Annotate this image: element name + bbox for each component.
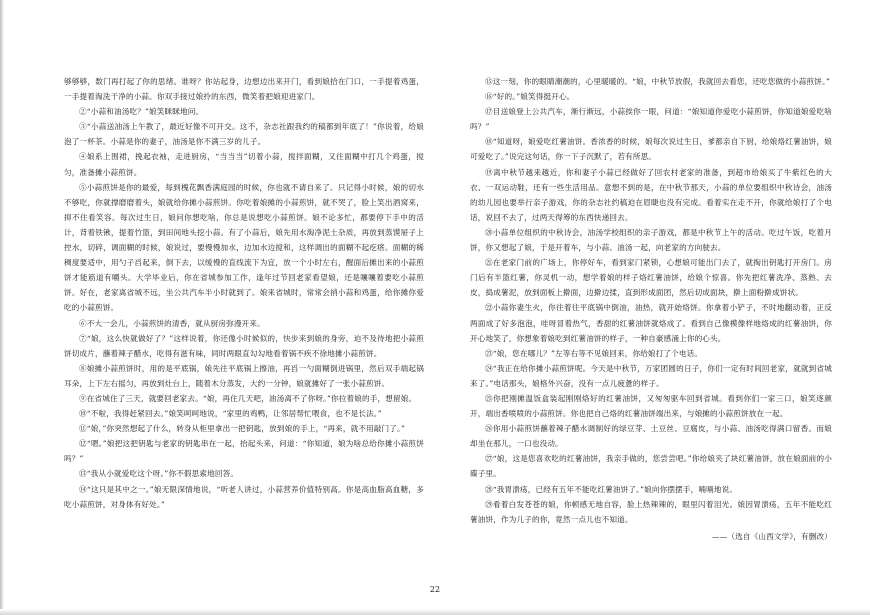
paragraph: ⑭“这只是其中之一。”娘无限深情地说，“听老人讲过，小蒜营养价值特别高。你是高血脂高血糖，多吃小蒜煎饼，对身体有好处。”: [64, 484, 424, 509]
paragraph: ④娘系上围裙，挽起衣袖，走进厨房，“当当当”切着小蒜，搅拌面糊，又往面糊中打几个鸡蛋，搅匀，准备摊小蒜煎饼。: [64, 152, 424, 177]
paragraph: ㉓“娘，您在哪儿？”左等右等不见娘回来，你给娘打了个电话。: [485, 348, 703, 358]
paragraph: ㉔“我正在给你摊小蒜煎饼呢。今天是中秋节，万家团圆的日子，你们一定有时间回老家，就就到省城来了。”电话那头，娘格外兴奋，没有一点儿疲惫的样子。: [470, 363, 832, 388]
paragraph: ㉗“娘，这是您喜欢吃的红薯油饼，我亲手做的，您尝尝吧。”你给娘夹了块红薯油饼，放在娘面前的小碟子里。: [470, 454, 832, 479]
paragraph: ⑦“娘，这么快就做好了？”这样说着，你还像小时候似的，快步来到娘的身旁，迫不及待地把小蒜煎饼切成片，蘸着辣子醋水，吃得有滋有味，同时两眼直勾勾地看着锅不疾不徐地摊小蒜煎饼。: [64, 333, 424, 358]
paragraph: ⑲离中秋节越来越近，你和妻子小蒜已经做好了回农村老家的准备，到超市给娘买了牛紫红色的大衣、一双运动鞋，还有一些生活用品。意想不到的是，在中秋节那天，小蒜的单位要组织中秋诗会，油汤的幼儿园也要举行亲子游戏，你的杂志社约稿迫在眉睫也没有完成。看着实在走不开，你就给娘打了个电话，说回不去了，过两天得筹的东西快递回去。: [470, 167, 832, 222]
paragraph: ⑬“我从小就爱吃这个呀。”你不假思索地回答。: [79, 469, 239, 479]
source-note: ——（选自《山西文学》，有删改）: [711, 531, 832, 541]
paragraph: ⑯“好的。”娘笑得挺开心。: [485, 92, 575, 102]
paragraph: ⑧娘摊小蒜煎饼时，用的是平底锅，娘先往平底锅上擦油，再舀一勺面糊倒进锅里，然后双手端起锅耳朵，上下左右摇匀，再放到灶台上，随着木分蒸发，大约一分钟，娘就摊好了一张小蒜煎饼。: [64, 363, 424, 388]
paragraph: ⑰目送娘登上公共汽车，渐行渐远，小蒜挨你一眼，问道：“娘知道你爱吃小蒜煎饼，你知道娘爱吃啥吗？”: [470, 107, 832, 132]
paragraph: ⑥不大一会儿，小蒜煎饼的清香，就从厨房弥漫开来。: [79, 318, 265, 328]
paragraph: ③“小蒜送油汤上午教了，最近好像不可开交。这不，杂志社跟我约的稿都到年底了！”你说着，给娘泡了一杯茶。小蒜是你的妻子，油汤是你不满三岁的儿子。: [64, 122, 424, 147]
paragraph: ⑪“娘，”你突然想起了什么，转身从柜里拿出一把钥匙，放到娘的手上，“再来，就不用敲门了。”: [79, 424, 406, 434]
paragraph: ㉑在老家门前的广场上，你停好车，看到家门紧锁，心想娘可能出门去了，就掏出钥匙打开房门。房门后有半篮红薯，你灵机一动，想学着娘的样子烙红薯油饼，给娘个惊喜。你先把红薯洗净、蒸熟、去皮，捣成薯泥，放到面板上擀面，边擀边揉，直到形成面团，然后切成面块，擀上面粉擀成饼状。: [470, 258, 832, 298]
paragraph: ⑱“知道呀，娘爱吃红薯油饼。香浓香的时候，娘每次说过生日，爹都亲自下厨，给娘烙红薯油饼，娘可爱吃了。”说完这句话，你一下子沉默了，若有所思。: [470, 137, 832, 162]
paragraph: ⑨在省城住了三天，就要回老家去。“娘，再住几天吧，油汤离不了你呀。”你拉着娘的手，想留娘。: [79, 393, 417, 403]
left-column: [64, 74, 424, 512]
paragraph: ㉙看着白发苍苍的娘，你顿感无地自容，脸上热辣辣的，眼里闪着泪光。娘因胃溃疡，五年不能吃红薯油饼，作为儿子的你，竟然一点儿也不知道。: [470, 499, 832, 524]
paragraph: ⑫“嗯。”娘把这把钥匙与老家的钥匙串在一起，抬起头来，问道：“你知道，娘为啥总给你摊小蒜煎饼吗？”: [64, 439, 424, 464]
page-shadow-left: [0, 0, 4, 615]
right-column: [470, 74, 832, 544]
page-number: 22: [429, 585, 441, 594]
paragraph: ⑳小蒜单位组织的中秋诗会，油汤学校组织的亲子游戏，都是中秋节上午的活动。吃过午饭，吃着月饼，你又想起了娘，于是开着车，与小蒜、油汤一起，向老家的方向驶去。: [470, 227, 832, 253]
page-shadow-bottom: [0, 609, 870, 615]
paragraph: ⑩“不啦，我得赶紧回去。”娘笑呵呵地说，“家里的鸡鸭，让邻居帮忙喂食，也不是长法。”: [79, 409, 382, 419]
paragraph: ②“小蒜和油汤吃？”娘笑眯眯地问。: [79, 107, 204, 117]
paragraph: ⑤小蒜煎饼是你的最爱，每到槐花飘香满庭园的时候，你也就不请自来了。只记得小时候，娘的切水不够吃，你就撑磨磨着头，娘就给你摊小蒜煎饼。你吃着娘摊的小蒜煎饼，就不哭了，脸上笑出酒窝来，抑不住看笑容。每次过生日，娘问你想吃啥，你总是说想吃小蒜煎饼。娘不论多忙，都要停下手中的活计，背着铁锹，提着竹篮，到田间地头挖小蒜。有了小蒜后，娘先用水淘净泥土杂质，再放到蒸馍屉子上控水，切碎，调面糊的时候，娘说过，要慢慢加水，边加水边搅和，这样调出的面糊不起疙瘩。面糊的稀稠度要适中，用勺子舀起来，倒下去，以缓慢的直线流下为宜，放一个小时左右，醒面后摊出来的小蒜煎饼才能筋道有嚼头。大学毕业后，你在省城参加工作，逢年过节回老家看望娘，还是嚷嚷着要吃小蒜煎饼。好在，老家离省城不远，坐公共汽车半小时就到了。娘来省城时，常常会捎小蒜和鸡蛋，给你摊你爱吃的小蒜煎饼。: [64, 182, 424, 313]
paragraph: 够够够，数门再打起了你的思绪。谁呀？你站起身，边想边出来开门，看到娘拾在门口，一手提着鸡蛋，一手提着淘洗干净的小蒜。你双手接过娘拎的东西，微笑着把娘迎进家门。: [64, 77, 424, 102]
paragraph: ㉘“我胃溃疡，已经有五年不能吃红薯油饼了。”娘向你摆摆手，喃喃地说。: [485, 484, 738, 494]
paragraph: ㉕你把刚摊温饭盒装起刚刚烙好的红薯油饼，又匆匆驱车回到省城。看到你们一家三口，娘笑逐颜开，端出香喷喷的小蒜煎饼。你也把自己烙的红薯油饼端出来，与娘摊的小蒜煎饼放在一起。: [470, 393, 832, 419]
paragraph: ㉒小蒜你妻生火，你往着往平底锅中倒油，油热，就开始烙饼。你拿着小铲子，不时地翻动着，正反两面成了好多泡泡，哇呀冒着热气，香甜的红薯油饼就烙成了。看到自己像模像样地烙成的红薯油饼，你开心地笑了，你想象着娘吃到红薯油饼的样子，一种自豪感涌上你的心头。: [470, 303, 832, 343]
paragraph: ㉖你用小蒜煎饼蘸着辣子醋水调制好的绿豆芽、土豆丝、豆腐皮，与小蒜、油汤吃得满口留香。而娘却坐在那儿，一口也没动。: [470, 424, 832, 449]
paragraph: ⑮这一刻，你的眼睛潮潮的，心里暖暖的。“娘，中秋节放假，我就回去看您，还吃您做的小蒜煎饼。”: [485, 77, 830, 86]
